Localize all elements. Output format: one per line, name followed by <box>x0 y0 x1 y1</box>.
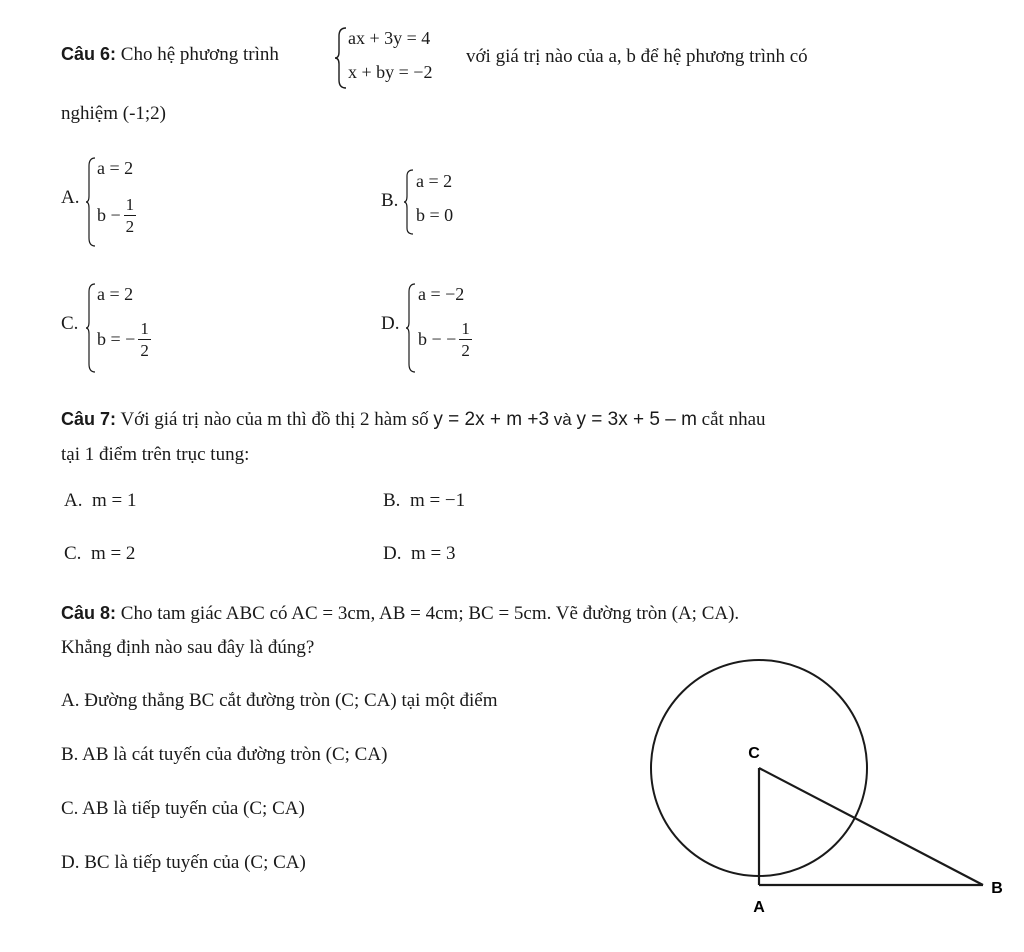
q8-figure <box>640 650 1020 940</box>
q6-option-a-line1: a = 2 <box>97 158 134 178</box>
q7-option-b: B. m = −1 <box>383 490 466 511</box>
q6-option-d-brace <box>405 282 417 374</box>
q8-option-a: A. Đường thẳng BC cắt đường tròn (C; CA) tại một điểm <box>61 690 498 711</box>
q8-label: Câu 8: <box>61 603 117 623</box>
q6-eq1: ax + 3y = 4 <box>348 28 431 48</box>
q6-option-b-label: B. <box>381 190 399 211</box>
q8-stem <box>61 603 739 625</box>
q6-option-d-line1: a = −2 <box>418 284 465 304</box>
q6-option-a-line2: b − $\frac{1}{2}$ <box>97 195 135 236</box>
q8-option-d: D. BC là tiếp tuyến của (C; CA) <box>61 852 306 873</box>
q7-line2: tại 1 điểm trên trục tung: <box>61 444 250 465</box>
q7-text-b: cắt nhau <box>701 409 766 430</box>
q7-function-2: y = 3x + 5 – m <box>576 409 697 430</box>
q7-text-a: Với giá trị nào của m thì đồ thị 2 hàm số <box>120 409 429 430</box>
q6-option-a-brace <box>85 156 97 248</box>
q6-option-b-brace <box>403 168 415 236</box>
q8-option-b: B. AB là cát tuyến của đường tròn (C; CA) <box>61 744 388 765</box>
segment-cb <box>759 768 983 885</box>
q6-line2: nghiệm (-1;2) <box>61 103 167 124</box>
q6-option-b-line1: a = 2 <box>416 171 453 191</box>
q6-option-c-line1: a = 2 <box>97 284 134 304</box>
q8-text: Cho tam giác ABC có AC = 3cm, AB = 4cm; BC = 5cm. Vẽ đường tròn (A; CA). <box>120 603 740 624</box>
point-a-label: A <box>753 899 765 916</box>
q6-eq2: x + by = −2 <box>348 62 433 82</box>
q6-option-b-line2: b = 0 <box>416 205 454 225</box>
q7-stem <box>61 409 766 431</box>
q7-label: Câu 7: <box>61 409 117 429</box>
point-c-label: C <box>748 745 760 762</box>
q7-function-1: y = 2x + m +3 <box>433 409 550 430</box>
point-b-label: B <box>991 880 1003 897</box>
q8-line2: Khẳng định nào sau đây là đúng? <box>61 637 315 658</box>
q6-intro: Cho hệ phương trình <box>120 44 279 65</box>
q7-option-a: A. m = 1 <box>64 490 137 511</box>
q6-option-c-label: C. <box>61 313 79 334</box>
q6-tail: với giá trị nào của a, b để hệ phương trình có <box>466 46 808 67</box>
q6-option-d-label: D. <box>381 313 400 334</box>
q8-option-c: C. AB là tiếp tuyến của (C; CA) <box>61 798 305 819</box>
q6-option-a-label: A. <box>61 187 80 208</box>
q6-stem <box>61 44 279 66</box>
q7-option-c: C. m = 2 <box>64 543 136 564</box>
q7-and: và <box>553 410 572 429</box>
q7-option-d: D. m = 3 <box>383 543 456 564</box>
q6-label: Câu 6: <box>61 44 117 64</box>
q6-option-c-line2: b = − $\frac{1}{2}$ <box>97 319 149 360</box>
q6-system-brace <box>334 26 348 90</box>
q6-option-c-brace <box>85 282 97 374</box>
q6-option-d-line2: b − − $\frac{1}{2}$ <box>418 319 470 360</box>
